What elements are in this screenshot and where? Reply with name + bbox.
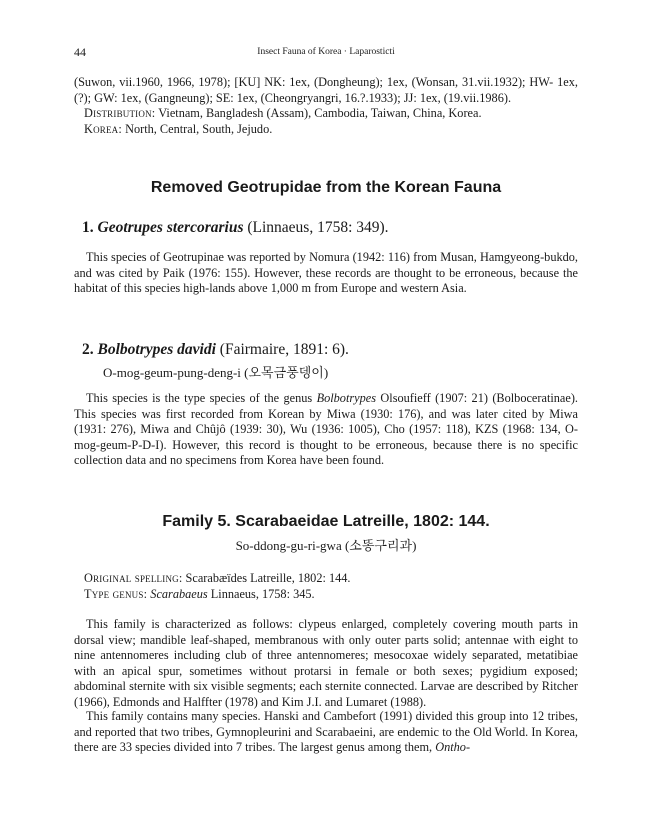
korea-text: North, Central, South, Jejudo.	[125, 121, 273, 136]
species-name: Geotrupes stercorarius	[97, 219, 244, 236]
type-genus-label: Type genus:	[84, 586, 148, 601]
korea-label: Korea:	[84, 121, 122, 136]
page-number: 44	[74, 45, 86, 59]
genus-name: Bolbotrypes	[316, 391, 377, 405]
type-genus-line	[74, 587, 578, 603]
type-genus-name: Scarabaeus	[150, 586, 208, 601]
distribution-block	[74, 75, 578, 137]
family-korean-name: So-ddong-gu-ri-gwa (소똥구리과)	[235, 538, 417, 553]
distribution-label: Distribution:	[84, 106, 156, 120]
species-author: (Fairmaire, 1891: 6).	[219, 341, 349, 358]
original-spelling-line	[74, 571, 578, 587]
family-meta	[74, 571, 578, 602]
original-spelling-text: Scarabæïdes Latreille, 1802: 144.	[185, 571, 351, 585]
species-number: 1.	[82, 219, 94, 236]
species-2-paragraph	[74, 391, 578, 469]
species-author: (Linnaeus, 1758: 349).	[247, 219, 389, 236]
running-header: Insect Fauna of Korea · Laparosticti	[257, 47, 395, 57]
korea-line	[74, 122, 578, 138]
species-1-paragraph: This species of Geotrupinae was reported by Nomura (1942: 116) from Musan, Hamgyeong-bukdo, and was cited by Paik (1976: 155). However, these records are thought to be erroneous, because the habitat of this species high-lands above 1,000 m from Europe and western Asia.	[74, 250, 578, 295]
species-heading-2	[82, 341, 349, 359]
family-diversity-paragraph	[74, 709, 578, 756]
family-heading: Family 5. Scarabaeidae Latreille, 1802: 144.	[162, 513, 490, 530]
family-description-paragraph: This family is characterized as follows: clypeus enlarged, completely covering mouth parts in dorsal view; mandible leaf-shaped, membranous with only outer parts solid; antennae with eight to nine antennomeres including club of three antennomeres; mesocoxae widely separated, metatibiae with an apical spur, sometimes without protarsi in female or both sexes; pygidium exposed; abdominal sternite with six visible segments; each sternite connected. Larvae are described by Ritcher (1966), Edmonds and Halffter (1978) and Kim J.I. and Lumaret (1988).	[74, 617, 578, 709]
paragraph-text: This family contains many species. Hanski and Cambefort (1991) divided this group into 12 tribes, and reported that two tribes, Gymnopleurini and Scarabaeini, are endemic to the Old World. In Korea, there are 33 species divided into 7 tribes. The largest genus among them,	[74, 709, 578, 754]
records-text: (Suwon, vii.1960, 1966, 1978); [KU] NK: 1ex, (Dongheung); 1ex, (Wonsan, 31.vii.1932); HW- 1ex, (?); GW: 1ex, (Gangneung); SE: 1ex, (Cheongryangri, 16.?.1933); JJ: 1ex, (19.vii.1986).	[74, 75, 578, 105]
section-heading-removed: Removed Geotrupidae from the Korean Fauna	[150, 179, 502, 196]
species-heading-1	[82, 219, 389, 237]
original-spelling-label: Original spelling:	[84, 571, 183, 585]
species-name: Bolbotrypes davidi	[97, 341, 216, 358]
species-2-korean-name: O-mog-geum-pung-deng-i (오목금풍뎅이)	[103, 365, 329, 380]
paragraph-text: This species is the type species of the genus	[86, 391, 313, 405]
genus-name: Ontho-	[435, 740, 471, 754]
distribution-text: Vietnam, Bangladesh (Assam), Cambodia, Taiwan, China, Korea.	[158, 106, 482, 120]
paragraph-text: Olsoufieff (1907: 21) (Bolboceratinae). This species was first recorded from Korean by Miwa (1930: 176), and was later cited by Miwa (1931: 276), Miwa and Chûjô (1939: 30), Wu (1936: 1005), Cho (1957: 118), KZS (1968: 134, O-mog-geum-P-D-I). However, this record is thought to be erroneous, because there is no specific collection data and no specimens from Korea have been found.	[74, 391, 579, 467]
distribution-line	[74, 106, 578, 122]
species-number: 2.	[82, 341, 94, 358]
type-genus-text: Linnaeus, 1758: 345.	[210, 586, 315, 601]
